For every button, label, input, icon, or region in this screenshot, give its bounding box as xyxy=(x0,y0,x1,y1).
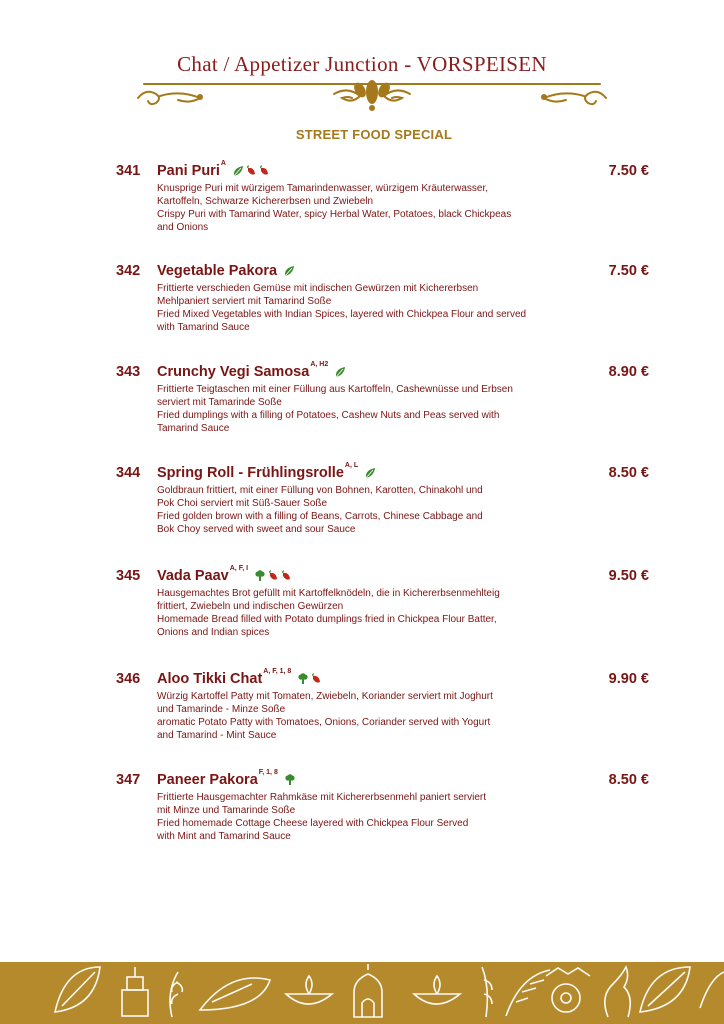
diet-icons xyxy=(254,568,293,584)
item-price: 7.50 € xyxy=(608,263,649,279)
description-line: serviert mit Tamarinde Soße xyxy=(157,397,282,408)
item-price: 9.50 € xyxy=(608,568,649,584)
description-line: Crispy Puri with Tamarind Water, spicy Herbal Water, Potatoes, black Chickpeas xyxy=(157,209,512,220)
description-line: and Tamarind - Mint Sauce xyxy=(157,730,277,741)
vegetarian-broccoli-icon xyxy=(297,671,309,687)
item-description xyxy=(157,791,577,843)
description-line: Mehlpaniert serviert mit Tamarind Soße xyxy=(157,296,332,307)
item-price: 8.90 € xyxy=(608,364,649,380)
description-line: Fried golden brown with a filling of Beans, Carrots, Chinese Cabbage and xyxy=(157,511,483,522)
description-line: aromatic Potato Patty with Tomatoes, Onions, Coriander served with Yogurt xyxy=(157,717,491,728)
description-line: Fried homemade Cottage Cheese layered with Chickpea Flour Served xyxy=(157,818,469,829)
item-description xyxy=(157,587,577,639)
chili-icon xyxy=(310,671,322,687)
chili-icon xyxy=(258,163,270,179)
description-line: Bok Choy served with sweet and sour Sauce xyxy=(157,524,356,535)
description-line: Goldbraun frittiert, mit einer Füllung von Bohnen, Karotten, Chinakohl und xyxy=(157,485,483,496)
diet-icons xyxy=(232,163,271,179)
item-name: Paneer Pakora$^{F, 1, 8}$ xyxy=(157,772,297,788)
allergen-codes: F, 1, 8 xyxy=(258,769,278,776)
item-description xyxy=(157,383,577,435)
chili-icon xyxy=(267,568,279,584)
diet-icons xyxy=(334,364,347,380)
description-line: Tamarind Sauce xyxy=(157,423,230,434)
item-description xyxy=(157,182,577,234)
item-number: 344 xyxy=(116,465,141,481)
item-name: Pani Puri$^A$ xyxy=(157,163,271,179)
item-number: 346 xyxy=(116,671,141,687)
allergen-codes: A, L xyxy=(344,462,359,469)
description-line: Fried dumplings with a filling of Potatoes, Cashew Nuts and Peas served with xyxy=(157,410,500,421)
chili-icon xyxy=(280,568,292,584)
section-title: STREET FOOD SPECIAL xyxy=(295,127,453,142)
item-name: Spring Roll - Frühlingsrolle$^{A, L}$ xyxy=(157,465,377,481)
chili-icon xyxy=(245,163,257,179)
vegetarian-broccoli-icon xyxy=(254,568,266,584)
page-title: Chat / Appetizer Junction - VORSPEISEN xyxy=(177,52,547,76)
description-line: Frittierte verschieden Gemüse mit indischen Gewürzen mit Kichererbsen xyxy=(157,283,479,294)
vegan-leaf-icon xyxy=(364,465,376,481)
description-line: with Mint and Tamarind Sauce xyxy=(157,831,291,842)
item-number: 342 xyxy=(116,263,141,279)
item-description xyxy=(157,690,577,742)
vegetarian-broccoli-icon xyxy=(284,772,296,788)
item-price: 8.50 € xyxy=(608,465,649,481)
item-number: 341 xyxy=(116,163,141,179)
diet-icons xyxy=(284,772,297,788)
item-price: 7.50 € xyxy=(608,163,649,179)
description-line: Hausgemachtes Brot gefüllt mit Kartoffelknödeln, die in Kichererbsenmehlteig xyxy=(157,588,500,599)
diet-icons xyxy=(364,465,377,481)
item-number: 347 xyxy=(116,772,141,788)
description-line: Onions and Indian spices xyxy=(157,627,270,638)
vegan-leaf-icon xyxy=(283,263,295,279)
item-name: Crunchy Vegi Samosa$^{A, H2}$ xyxy=(157,364,347,380)
footer-illustrations-icon xyxy=(0,962,724,1024)
description-line: and Onions xyxy=(157,222,209,233)
item-price: 8.50 € xyxy=(608,772,649,788)
description-line: Würzig Kartoffel Patty mit Tomaten, Zwiebeln, Koriander serviert mit Joghurt xyxy=(157,691,493,702)
item-number: 345 xyxy=(116,568,141,584)
decorative-ornament-icon xyxy=(134,76,610,112)
diet-icons xyxy=(283,263,296,279)
diet-icons xyxy=(297,671,323,687)
item-price: 9.90 € xyxy=(608,671,649,687)
description-line: Frittierte Hausgemachter Rahmkäse mit Kichererbsenmehl paniert serviert xyxy=(157,792,487,803)
item-name: Aloo Tikki Chat$^{A, F, 1, 8}$ xyxy=(157,671,323,687)
description-line: Fried Mixed Vegetables with Indian Spices, layered with Chickpea Flour and served xyxy=(157,309,527,320)
allergen-codes: A, F, 1, 8 xyxy=(263,668,292,675)
description-line: with Tamarind Sauce xyxy=(157,322,250,333)
description-line: Kartoffeln, Schwarze Kichererbsen und Zwiebeln xyxy=(157,196,374,207)
item-name: Vada Paav$^{A, F, I}$ xyxy=(157,568,293,584)
description-line: frittiert, Zwiebeln und indischen Gewürzen xyxy=(157,601,344,612)
description-line: Pok Choi serviert mit Süß-Sauer Soße xyxy=(157,498,328,509)
allergen-codes: A, H2 xyxy=(310,361,329,368)
item-name: Vegetable Pakora xyxy=(157,263,296,279)
description-line: Frittierte Teigtaschen mit einer Füllung aus Kartoffeln, Cashewnüsse und Erbsen xyxy=(157,384,513,395)
description-line: mit Minze und Tamarinde Soße xyxy=(157,805,296,816)
item-description xyxy=(157,484,577,536)
description-line: Knusprige Puri mit würzigem Tamarindenwasser, würzigem Kräuterwasser, xyxy=(157,183,489,194)
vegan-leaf-icon xyxy=(334,364,346,380)
description-line: Homemade Bread filled with Potato dumplings fried in Chickpea Flour Batter, xyxy=(157,614,497,625)
allergen-codes: A, F, I xyxy=(229,565,249,572)
allergen-codes: A xyxy=(220,160,226,167)
footer-band xyxy=(0,962,724,1024)
item-number: 343 xyxy=(116,364,141,380)
description-line: und Tamarinde - Minze Soße xyxy=(157,704,286,715)
vegan-leaf-icon xyxy=(232,163,244,179)
item-description xyxy=(157,282,577,334)
